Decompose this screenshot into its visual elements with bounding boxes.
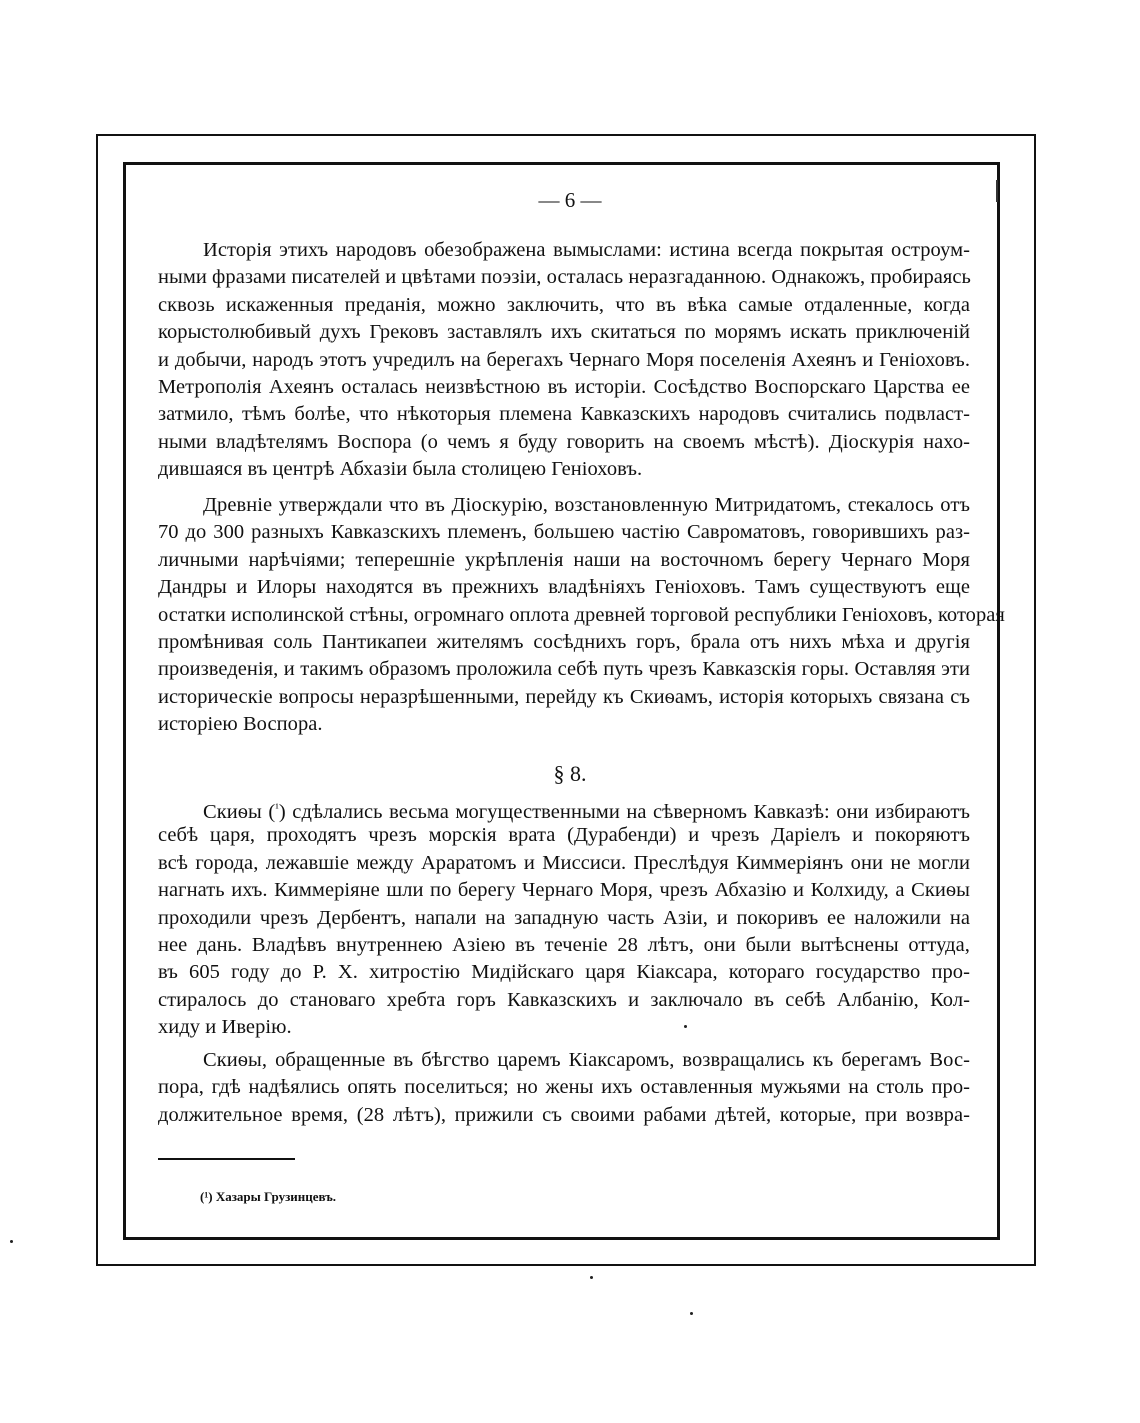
footnote-divider xyxy=(158,1158,295,1160)
text-line: 70 до 300 разныхъ Кавказскихъ племенъ, большею частію Савроматовъ, говорившихъ раз- xyxy=(158,521,970,544)
text-line: затмило, тѣмъ болѣе, что нѣкоторыя племена Кавказскихъ народовъ считались подвласт- xyxy=(158,403,970,426)
text-line: въ 605 году до Р. Х. хитростію Мидійскаго царя Кіаксара, котораго государство про- xyxy=(158,961,970,984)
text-line: пора, гдѣ надѣялись опять поселиться; но жены ихъ оставленныя мужьями на столь про- xyxy=(158,1076,970,1099)
text-line: Древніе утверждали что въ Діоскурію, возстановленную Митридатомъ, стекалось отъ xyxy=(203,494,970,516)
text-line: промѣнивая соль Пантикапеи жителямъ сосѣднихъ горъ, брала отъ нихъ мѣха и другія xyxy=(158,630,970,653)
paragraph-4 xyxy=(158,1047,970,1129)
text-line: сквозь искаженныя преданія, можно заключить, что въ вѣка самые отдаленные, когда xyxy=(158,293,970,316)
text-line: нагнать ихъ. Киммеріяне шли по берегу Чернаго Моря, чрезъ Абхазію и Колхиду, а Скиѳы xyxy=(158,879,970,902)
footnote xyxy=(200,1189,336,1205)
line-start: Скиѳы ( xyxy=(203,801,276,823)
scan-speck xyxy=(690,1312,693,1315)
text-line: Исторія этихъ народовъ обезображена вымыслами: истина всегда покрытая остроум- xyxy=(203,239,970,261)
paragraph-1 xyxy=(158,237,970,484)
text-line: историческіе вопросы неразрѣшенными, перейду къ Скиѳамъ, исторія которыхъ связана съ xyxy=(158,685,970,708)
text-line: Скиѳы, обращенные въ бѣгство царемъ Кіаксаромъ, возвращались къ берегамъ Вос- xyxy=(203,1049,970,1071)
text-line: исторіею Воспора. xyxy=(158,713,323,736)
scan-speck xyxy=(590,1276,593,1279)
text-line: дившаяся въ центрѣ Абхазіи была столицею Геніоховъ. xyxy=(158,458,643,481)
text-line: Дандры и Илоры находятся въ прежнихъ владѣніяхъ Геніоховъ. Тамъ существуютъ еще xyxy=(158,576,970,599)
footnote-reference: ¹ xyxy=(275,801,279,815)
line-end: ) сдѣлались весьма могущественными на сѣверномъ Кавказѣ: они избираютъ xyxy=(278,801,970,823)
footnote-text: Хазары Грузинцевъ. xyxy=(215,1189,337,1204)
footnote-mark: (¹) xyxy=(200,1189,213,1204)
text-line: нее дань. Владѣвъ внутреннею Азіею въ теченіе 28 лѣтъ, они были вытѣснены оттуда, xyxy=(158,933,970,956)
text-line: всѣ города, лежавшіе между Араратомъ и Миссиси. Преслѣдуя Киммеріянъ они не могли xyxy=(158,851,970,874)
text-line: остатки исполинской стѣны, огромнаго оплота древней торговой республики Геніоховъ, которая xyxy=(158,603,1005,626)
section-heading: § 8. xyxy=(553,761,587,786)
text-line: Метрополія Ахеянъ осталась неизвѣстною въ исторіи. Сосѣдство Воспорскаго Царства ее xyxy=(158,375,970,398)
text-line: должительное время, (28 лѣтъ), прижили съ своими рабами дѣтей, которые, при возвра- xyxy=(158,1103,970,1126)
text-line: личными нарѣчіями; теперешніе укрѣпленія наши на восточномъ берегу Чернаго Моря xyxy=(158,548,970,571)
scan-speck xyxy=(684,1025,687,1028)
page-number: — 6 — xyxy=(538,188,602,212)
text-line: и добычи, народъ этотъ учредилъ на берегахъ Чернаго Моря поселенія Ахеянъ и Геніоховъ. xyxy=(158,348,970,371)
paragraph-2 xyxy=(158,492,1005,739)
text-line: хиду и Иверію. xyxy=(158,1016,292,1039)
paragraph-3 xyxy=(158,795,970,1042)
text-line: произведенія, и такимъ образомъ проложила себѣ путь чрезъ Кавказскія горы. Оставляя эти xyxy=(158,658,970,681)
text-line: ными фразами писателей и цвѣтами поэзіи, осталась неразгаданною. Однакожъ, пробираясь xyxy=(158,266,971,289)
text-line: ными владѣтелямъ Воспора (о чемъ я буду говорить на своемъ мѣстѣ). Діоскурія нахо- xyxy=(158,430,970,453)
text-line: корыстолюбивый духъ Грековъ заставлялъ ихъ скитаться по морямъ искать приключеній xyxy=(158,321,970,344)
text-line xyxy=(158,795,970,822)
text-line: себѣ царя, проходятъ чрезъ морскія врата (Дурабенди) и чрезъ Даріелъ и покоряютъ xyxy=(158,824,970,847)
text-line: проходили чрезъ Дербентъ, напали на западную часть Азіи, и покоривъ ее наложили на xyxy=(158,906,970,929)
scan-speck xyxy=(10,1240,13,1243)
text-line: стиралось до становаго хребта горъ Кавказскихъ и заключало въ себѣ Албанію, Кол- xyxy=(158,988,970,1011)
